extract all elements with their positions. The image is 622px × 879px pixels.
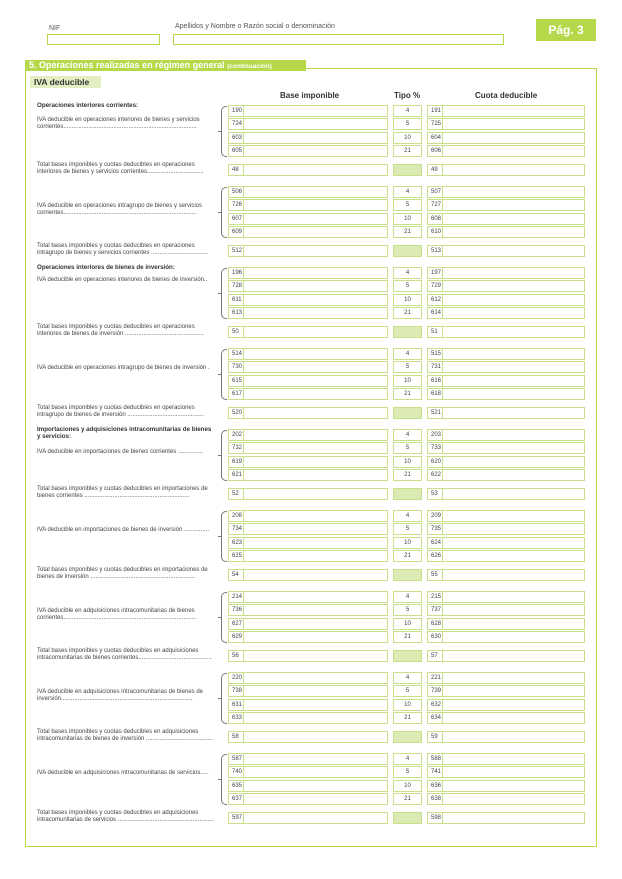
base-code: 738: [228, 685, 244, 697]
base-input[interactable]: [243, 672, 388, 684]
base-input[interactable]: [243, 213, 388, 225]
base-input[interactable]: [243, 429, 388, 441]
cuota-code: 739: [427, 685, 443, 697]
base-input[interactable]: [243, 469, 388, 481]
base-code: 732: [228, 442, 244, 454]
base-input[interactable]: [243, 307, 388, 319]
tipo-value: 4: [393, 429, 422, 441]
base-code: 603: [228, 132, 244, 144]
total-cuota-input[interactable]: [442, 407, 585, 419]
total-cuota-input[interactable]: [442, 812, 585, 824]
total-label: Total bases imponibles y cuotas deducibles en importaciones de bienes de inversión ...............................................................: [37, 566, 208, 580]
tipo-value: 5: [393, 604, 422, 616]
tipo-value: 4: [393, 753, 422, 765]
cuota-code: 221: [427, 672, 443, 684]
cuota-input[interactable]: [442, 186, 585, 198]
total-tipo-shaded: [393, 164, 422, 176]
base-code: 627: [228, 618, 244, 630]
base-input[interactable]: [243, 280, 388, 292]
tipo-value: 5: [393, 118, 422, 130]
cuota-input[interactable]: [442, 429, 585, 441]
tipo-value: 5: [393, 361, 422, 373]
base-input[interactable]: [243, 442, 388, 454]
cuota-input[interactable]: [442, 348, 585, 360]
total-cuota-code: 59: [427, 731, 443, 743]
total-tipo-shaded: [393, 326, 422, 338]
col-header-cuota: Cuota deducible: [475, 91, 538, 100]
row-bracket-tick: [218, 536, 222, 537]
base-input[interactable]: [243, 375, 388, 387]
cuota-input[interactable]: [442, 685, 585, 697]
base-input[interactable]: [243, 118, 388, 130]
base-input[interactable]: [243, 294, 388, 306]
base-input[interactable]: [243, 199, 388, 211]
tipo-value: 10: [393, 537, 422, 549]
tipo-value: 4: [393, 105, 422, 117]
total-tipo-shaded: [393, 569, 422, 581]
tipo-value: 4: [393, 348, 422, 360]
cuota-code: 632: [427, 699, 443, 711]
cuota-code: 638: [427, 793, 443, 805]
cuota-code: 725: [427, 118, 443, 130]
cuota-input[interactable]: [442, 456, 585, 468]
total-cuota-code: 57: [427, 650, 443, 662]
total-label: Total bases imponibles y cuotas deducibles en importaciones de bienes corrientes ...............................................................: [37, 485, 208, 499]
total-base-code: 48: [228, 164, 244, 176]
iva-deducible-subtitle: IVA deducible: [30, 76, 101, 88]
base-input[interactable]: [243, 456, 388, 468]
base-input[interactable]: [243, 537, 388, 549]
row-bracket-tick: [218, 293, 222, 294]
cuota-code: 616: [427, 375, 443, 387]
base-code: 506: [228, 186, 244, 198]
base-input[interactable]: [243, 361, 388, 373]
tipo-value: 4: [393, 510, 422, 522]
base-code: 629: [228, 631, 244, 643]
total-base-input[interactable]: [243, 812, 388, 824]
block-label: IVA deducible en adquisiciones intracomunitarias de bienes de inversión...............................................................................: [37, 688, 203, 702]
total-cuota-code: 51: [427, 326, 443, 338]
cuota-code: 614: [427, 307, 443, 319]
total-cuota-code: 598: [427, 812, 443, 824]
total-base-input[interactable]: [243, 569, 388, 581]
tipo-value: 21: [393, 226, 422, 238]
base-code: 607: [228, 213, 244, 225]
total-label: Total bases imponibles y cuotas deducibles en operaciones intragrupo de bienes y servicios corrientes ..................................: [37, 242, 208, 256]
total-tipo-shaded: [393, 245, 422, 257]
cuota-input[interactable]: [442, 361, 585, 373]
base-code: 734: [228, 523, 244, 535]
cuota-code: 515: [427, 348, 443, 360]
block-label: IVA deducible en importaciones de bienes de inversión ...............: [37, 526, 209, 533]
total-cuota-code: 55: [427, 569, 443, 581]
tipo-value: 10: [393, 456, 422, 468]
tipo-value: 5: [393, 685, 422, 697]
tipo-value: 21: [393, 793, 422, 805]
base-code: 208: [228, 510, 244, 522]
row-bracket-tick: [218, 374, 222, 375]
cuota-input[interactable]: [442, 510, 585, 522]
total-base-input[interactable]: [243, 650, 388, 662]
block-label: IVA deducible en operaciones intragrupo de bienes y servicios corrientes................................................................................: [37, 202, 202, 216]
base-code: 621: [228, 469, 244, 481]
base-input[interactable]: [243, 699, 388, 711]
total-cuota-input[interactable]: [442, 164, 585, 176]
total-base-code: 54: [228, 569, 244, 581]
cuota-code: 203: [427, 429, 443, 441]
base-input[interactable]: [243, 631, 388, 643]
cuota-input[interactable]: [442, 132, 585, 144]
tipo-value: 21: [393, 388, 422, 400]
total-base-code: 50: [228, 326, 244, 338]
section-title-note: (continuación): [227, 63, 272, 70]
tipo-value: 4: [393, 672, 422, 684]
total-label: Total bases imponibles y cuotas deducibles en adquisiciones intracomunitarias de bienes de inversión ........................................: [37, 728, 213, 742]
tipo-value: 10: [393, 375, 422, 387]
tipo-value: 5: [393, 766, 422, 778]
cuota-input[interactable]: [442, 469, 585, 481]
cuota-input[interactable]: [442, 672, 585, 684]
base-code: 631: [228, 699, 244, 711]
tipo-value: 10: [393, 132, 422, 144]
total-base-input[interactable]: [243, 245, 388, 257]
block-heading: Importaciones y adquisiciones intracomunitarias de bienes y servicios:: [37, 425, 212, 440]
cuota-input[interactable]: [442, 442, 585, 454]
base-input[interactable]: [243, 618, 388, 630]
tipo-value: 10: [393, 780, 422, 792]
cuota-code: 588: [427, 753, 443, 765]
base-code: 214: [228, 591, 244, 603]
page-number: Pág. 3: [536, 19, 596, 41]
tipo-value: 21: [393, 550, 422, 562]
base-code: 724: [228, 118, 244, 130]
block-label: IVA deducible en operaciones intragrupo de bienes de inversión .: [37, 364, 210, 371]
cuota-code: 733: [427, 442, 443, 454]
cuota-code: 628: [427, 618, 443, 630]
cuota-input[interactable]: [442, 226, 585, 238]
row-bracket-tick: [218, 779, 222, 780]
cuota-input[interactable]: [442, 753, 585, 765]
cuota-input[interactable]: [442, 280, 585, 292]
cuota-code: 634: [427, 712, 443, 724]
total-cuota-input[interactable]: [442, 569, 585, 581]
base-input[interactable]: [243, 226, 388, 238]
total-base-code: 597: [228, 812, 244, 824]
cuota-code: 608: [427, 213, 443, 225]
cuota-input[interactable]: [442, 307, 585, 319]
total-tipo-shaded: [393, 731, 422, 743]
cuota-input[interactable]: [442, 213, 585, 225]
base-code: 726: [228, 199, 244, 211]
base-input[interactable]: [243, 105, 388, 117]
base-code: 220: [228, 672, 244, 684]
cuota-input[interactable]: [442, 550, 585, 562]
base-code: 619: [228, 456, 244, 468]
base-code: 202: [228, 429, 244, 441]
base-code: 587: [228, 753, 244, 765]
cuota-input[interactable]: [442, 793, 585, 805]
tipo-value: 4: [393, 267, 422, 279]
total-base-input[interactable]: [243, 731, 388, 743]
block-heading: Operaciones interiores de bienes de inversión:: [37, 263, 175, 271]
base-code: 730: [228, 361, 244, 373]
block-label: IVA deducible en adquisiciones intracomunitarias de servicios.....: [37, 769, 209, 776]
total-tipo-shaded: [393, 650, 422, 662]
cuota-input[interactable]: [442, 618, 585, 630]
total-base-code: 58: [228, 731, 244, 743]
tipo-value: 10: [393, 213, 422, 225]
name-label: Apellidos y Nombre o Razón social o denominación: [175, 23, 335, 30]
base-code: 190: [228, 105, 244, 117]
cuota-code: 610: [427, 226, 443, 238]
total-cuota-input[interactable]: [442, 650, 585, 662]
total-cuota-code: 49: [427, 164, 443, 176]
base-code: 609: [228, 226, 244, 238]
tipo-value: 10: [393, 294, 422, 306]
cuota-input[interactable]: [442, 537, 585, 549]
block-label: IVA deducible en operaciones interiores de bienes de inversión..: [37, 276, 208, 283]
base-code: 637: [228, 793, 244, 805]
col-header-tipo: Tipo %: [394, 91, 421, 100]
cuota-input[interactable]: [442, 105, 585, 117]
cuota-code: 624: [427, 537, 443, 549]
cuota-input[interactable]: [442, 118, 585, 130]
cuota-code: 626: [427, 550, 443, 562]
total-base-input[interactable]: [243, 326, 388, 338]
block-label: IVA deducible en adquisiciones intracomunitarias de bienes corrientes................................................................................: [37, 607, 197, 621]
total-cuota-input[interactable]: [442, 488, 585, 500]
cuota-input[interactable]: [442, 145, 585, 157]
total-base-code: 52: [228, 488, 244, 500]
cuota-input[interactable]: [442, 375, 585, 387]
cuota-code: 622: [427, 469, 443, 481]
total-cuota-input[interactable]: [442, 731, 585, 743]
total-label: Total bases imponibles y cuotas deducibles en operaciones interiores de bienes de inversión ...............................................: [37, 323, 204, 337]
tipo-value: 21: [393, 469, 422, 481]
tipo-value: 5: [393, 523, 422, 535]
base-input[interactable]: [243, 766, 388, 778]
base-input[interactable]: [243, 591, 388, 603]
col-header-base: Base imponible: [280, 91, 340, 100]
total-label: Total bases imponibles y cuotas deducibles en adquisiciones intracomunitarias de bienes corrientes............................................: [37, 647, 212, 661]
total-base-code: 56: [228, 650, 244, 662]
total-label: Total bases imponibles y cuotas deducibles en operaciones interiores de bienes y servicios corrientes..................................: [37, 161, 204, 175]
name-field[interactable]: [173, 34, 504, 45]
cuota-input[interactable]: [442, 631, 585, 643]
tipo-value: 5: [393, 199, 422, 211]
cuota-input[interactable]: [442, 699, 585, 711]
base-input[interactable]: [243, 793, 388, 805]
cuota-code: 209: [427, 510, 443, 522]
base-input[interactable]: [243, 132, 388, 144]
base-input[interactable]: [243, 267, 388, 279]
base-code: 623: [228, 537, 244, 549]
base-input[interactable]: [243, 145, 388, 157]
cuota-input[interactable]: [442, 766, 585, 778]
base-code: 605: [228, 145, 244, 157]
base-code: 635: [228, 780, 244, 792]
block-label: IVA deducible en importaciones de bienes corrientes ...............: [37, 448, 203, 455]
base-input[interactable]: [243, 712, 388, 724]
tipo-value: 21: [393, 631, 422, 643]
base-code: 633: [228, 712, 244, 724]
cuota-code: 215: [427, 591, 443, 603]
section-title: [25, 60, 306, 71]
tipo-value: 4: [393, 591, 422, 603]
cuota-code: 741: [427, 766, 443, 778]
total-base-input[interactable]: [243, 407, 388, 419]
block-heading: Operaciones interiores corrientes:: [37, 101, 139, 109]
base-input[interactable]: [243, 753, 388, 765]
cuota-input[interactable]: [442, 523, 585, 535]
base-code: 617: [228, 388, 244, 400]
tipo-value: 10: [393, 618, 422, 630]
total-cuota-input[interactable]: [442, 245, 585, 257]
base-code: 615: [228, 375, 244, 387]
cuota-code: 197: [427, 267, 443, 279]
tipo-value: 21: [393, 712, 422, 724]
cuota-input[interactable]: [442, 267, 585, 279]
total-cuota-code: 53: [427, 488, 443, 500]
cuota-input[interactable]: [442, 199, 585, 211]
base-code: 625: [228, 550, 244, 562]
total-tipo-shaded: [393, 812, 422, 824]
cuota-input[interactable]: [442, 604, 585, 616]
cuota-code: 636: [427, 780, 443, 792]
base-code: 728: [228, 280, 244, 292]
total-base-input[interactable]: [243, 164, 388, 176]
total-base-input[interactable]: [243, 488, 388, 500]
base-input[interactable]: [243, 780, 388, 792]
total-label: Total bases imponibles y cuotas deducibles en operaciones intragrupo de bienes de inversión ..............................................: [37, 404, 205, 418]
cuota-code: 604: [427, 132, 443, 144]
tipo-value: 4: [393, 186, 422, 198]
total-cuota-code: 521: [427, 407, 443, 419]
block-label: IVA deducible en operaciones interiores de bienes y servicios corrientes................................................................................: [37, 116, 200, 130]
cuota-code: 731: [427, 361, 443, 373]
total-label: Total bases imponibles y cuotas deducibles en adquisiciones intracomunitarias de servicios ..........................................................: [37, 809, 215, 823]
cuota-code: 618: [427, 388, 443, 400]
tipo-value: 5: [393, 442, 422, 454]
base-code: 736: [228, 604, 244, 616]
cuota-code: 737: [427, 604, 443, 616]
base-input[interactable]: [243, 685, 388, 697]
total-base-code: 512: [228, 245, 244, 257]
base-input[interactable]: [243, 550, 388, 562]
cuota-code: 630: [427, 631, 443, 643]
base-code: 514: [228, 348, 244, 360]
section-title-text: 5. Operaciones realizadas en régimen general: [29, 60, 225, 70]
cuota-code: 620: [427, 456, 443, 468]
base-code: 611: [228, 294, 244, 306]
cuota-input[interactable]: [442, 294, 585, 306]
nif-field[interactable]: [47, 34, 160, 45]
tipo-value: 21: [393, 145, 422, 157]
cuota-input[interactable]: [442, 780, 585, 792]
tipo-value: 21: [393, 307, 422, 319]
cuota-code: 735: [427, 523, 443, 535]
base-input[interactable]: [243, 388, 388, 400]
cuota-input[interactable]: [442, 388, 585, 400]
tipo-value: 10: [393, 699, 422, 711]
base-input[interactable]: [243, 348, 388, 360]
base-input[interactable]: [243, 186, 388, 198]
cuota-code: 507: [427, 186, 443, 198]
cuota-input[interactable]: [442, 591, 585, 603]
base-input[interactable]: [243, 604, 388, 616]
base-input[interactable]: [243, 510, 388, 522]
total-tipo-shaded: [393, 488, 422, 500]
total-tipo-shaded: [393, 407, 422, 419]
base-code: 196: [228, 267, 244, 279]
total-base-code: 520: [228, 407, 244, 419]
total-cuota-code: 513: [427, 245, 443, 257]
total-cuota-input[interactable]: [442, 326, 585, 338]
cuota-code: 612: [427, 294, 443, 306]
cuota-input[interactable]: [442, 712, 585, 724]
base-code: 740: [228, 766, 244, 778]
tipo-value: 5: [393, 280, 422, 292]
cuota-code: 729: [427, 280, 443, 292]
row-bracket-tick: [218, 131, 222, 132]
nif-label: NIF: [49, 25, 61, 32]
cuota-code: 606: [427, 145, 443, 157]
cuota-code: 727: [427, 199, 443, 211]
cuota-code: 191: [427, 105, 443, 117]
base-input[interactable]: [243, 523, 388, 535]
base-code: 613: [228, 307, 244, 319]
